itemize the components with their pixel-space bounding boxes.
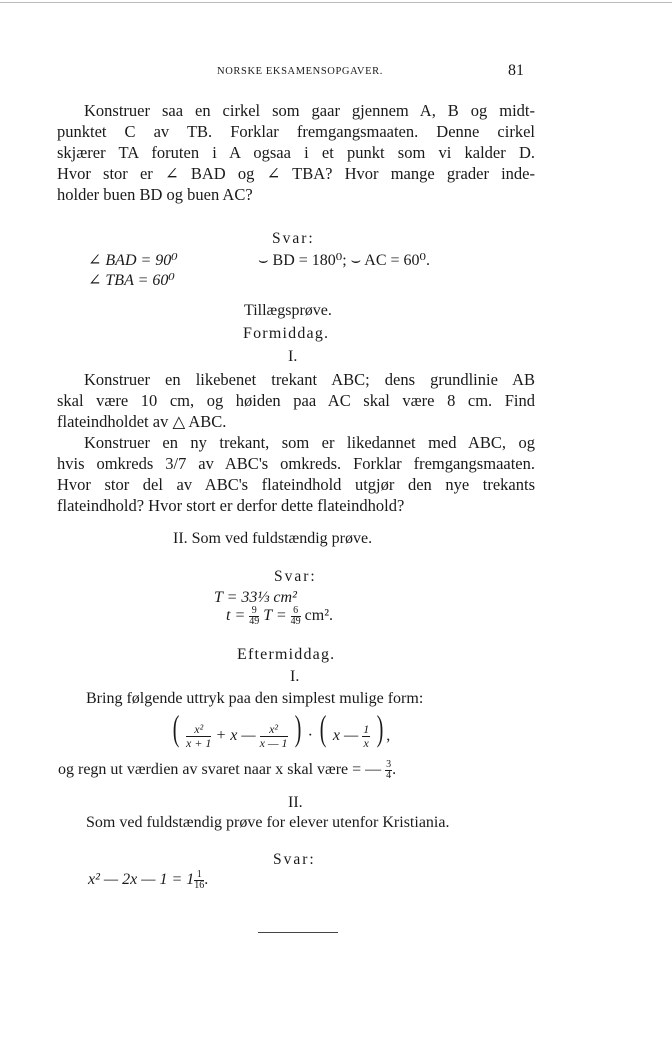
- fraction-denominator: 49: [249, 616, 260, 627]
- fraction-numerator: 6: [291, 606, 301, 617]
- part-number: II.: [288, 794, 303, 811]
- expr-tail: ,: [386, 727, 391, 744]
- text-line: Hvor stor er ∠ BAD og ∠ TBA? Hvor mange grader inde-: [57, 164, 535, 183]
- fraction-numerator: 9: [249, 606, 259, 617]
- fraction: [260, 723, 288, 750]
- text-line: flateindholdet av △ ABC.: [57, 412, 227, 431]
- evaluate-text: og regn ut værdien av svaret naar x skal være = —: [58, 761, 382, 779]
- answer-t-prefix: t =: [226, 607, 246, 625]
- running-header: NORSKE EKSAMENSOPGAVER.: [217, 66, 383, 77]
- text-line: skal være 10 cm, og høiden paa AC skal være 8 cm. Find: [57, 391, 535, 410]
- intro-paragraph: [57, 100, 535, 205]
- expression: [170, 707, 390, 750]
- answer-heading: Svar:: [273, 851, 316, 868]
- fraction-denominator: x — 1: [259, 735, 288, 750]
- section-divider: [258, 932, 338, 933]
- part-two-text: Som ved fuldstændig prøve for elever utenfor Kristiania.: [86, 814, 450, 831]
- text-line: Hvor stor del av ABC's flateindhold utgjør den nye trekants: [57, 475, 535, 494]
- fraction-denominator: 49: [290, 616, 301, 627]
- fraction-numerator: 1: [363, 721, 370, 736]
- text-line: Konstruer en likebenet trekant ABC; dens grundlinie AB: [84, 370, 535, 389]
- arc-answer: ⌣ BD = 180⁰; ⌣ AC = 60⁰.: [258, 252, 430, 269]
- part-two-line: II. Som ved fuldstændig prøve.: [173, 530, 373, 547]
- paren-open: (: [172, 708, 180, 748]
- task-paragraph-1: [57, 369, 535, 432]
- fraction: [186, 723, 211, 750]
- fraction-denominator: 16: [194, 880, 205, 891]
- expr-second-left: x —: [332, 727, 359, 744]
- answer-t-unit: cm².: [304, 607, 333, 625]
- fraction: [194, 870, 204, 891]
- multiply-dot: ·: [307, 727, 313, 744]
- text-line: flateindhold? Hvor stort er derfor dette flateindhold?: [57, 496, 405, 515]
- session-title: Eftermiddag.: [237, 646, 336, 663]
- text-line: holder buen BD og buen AC?: [57, 185, 253, 204]
- paren-close: ): [376, 708, 384, 748]
- fraction-numerator: 3: [386, 759, 392, 770]
- paren-close: ): [294, 708, 301, 748]
- fraction-denominator: x + 1: [186, 735, 212, 750]
- text-line: hvis omkreds 3/7 av ABC's omkreds. Forklar fremgangsmaaten.: [57, 454, 535, 473]
- text-line: skjærer TA foruten i A ogsaa i et punkt som vi kalder D.: [57, 143, 535, 162]
- text-line: Konstruer saa en cirkel som gaar gjennem A, B og midt-: [84, 101, 535, 120]
- paren-open: (: [319, 708, 327, 748]
- answer-heading: Svar:: [272, 230, 315, 247]
- part-number: I.: [288, 348, 298, 365]
- fraction-numerator: x²: [186, 723, 211, 737]
- answer-heading: Svar:: [274, 568, 317, 585]
- task-paragraph-2: [57, 432, 535, 516]
- angle-tba-answer: ∠ TBA = 60⁰: [88, 272, 175, 289]
- answer-t-mid: T =: [263, 607, 287, 625]
- section-title: Tillægsprøve.: [244, 302, 332, 319]
- text-line: Konstruer en ny trekant, som er likedannet med ABC, og: [84, 433, 535, 452]
- evaluate-end: .: [392, 761, 397, 779]
- fraction-numerator: 1: [194, 870, 204, 881]
- fraction-numerator: x²: [260, 723, 288, 737]
- answer-t: [226, 606, 333, 627]
- final-answer-end: .: [204, 871, 209, 889]
- fraction: [249, 606, 259, 627]
- scan-edge-line: [0, 2, 672, 3]
- final-answer: [88, 870, 208, 891]
- session-title: Formiddag.: [243, 325, 330, 342]
- expr-middle: + x —: [215, 727, 256, 744]
- part-number: I.: [290, 668, 300, 685]
- answer-T: T = 33⅓ cm²: [214, 589, 297, 606]
- fraction: [362, 723, 370, 750]
- fraction-denominator: x: [363, 735, 369, 750]
- angle-bad-answer: ∠ BAD = 90⁰: [88, 252, 178, 269]
- final-answer-lhs: x² — 2x — 1 = 1: [88, 871, 195, 889]
- text-line: punktet C av TB. Forklar fremgangsmaaten. Denne cirkel: [57, 122, 535, 141]
- fraction-denominator: 4: [386, 770, 392, 781]
- page-number: 81: [508, 62, 524, 79]
- instruction-line: Bring følgende uttryk paa den simplest mulige form:: [86, 690, 424, 707]
- fraction: [291, 606, 301, 627]
- evaluate-line: [58, 760, 396, 781]
